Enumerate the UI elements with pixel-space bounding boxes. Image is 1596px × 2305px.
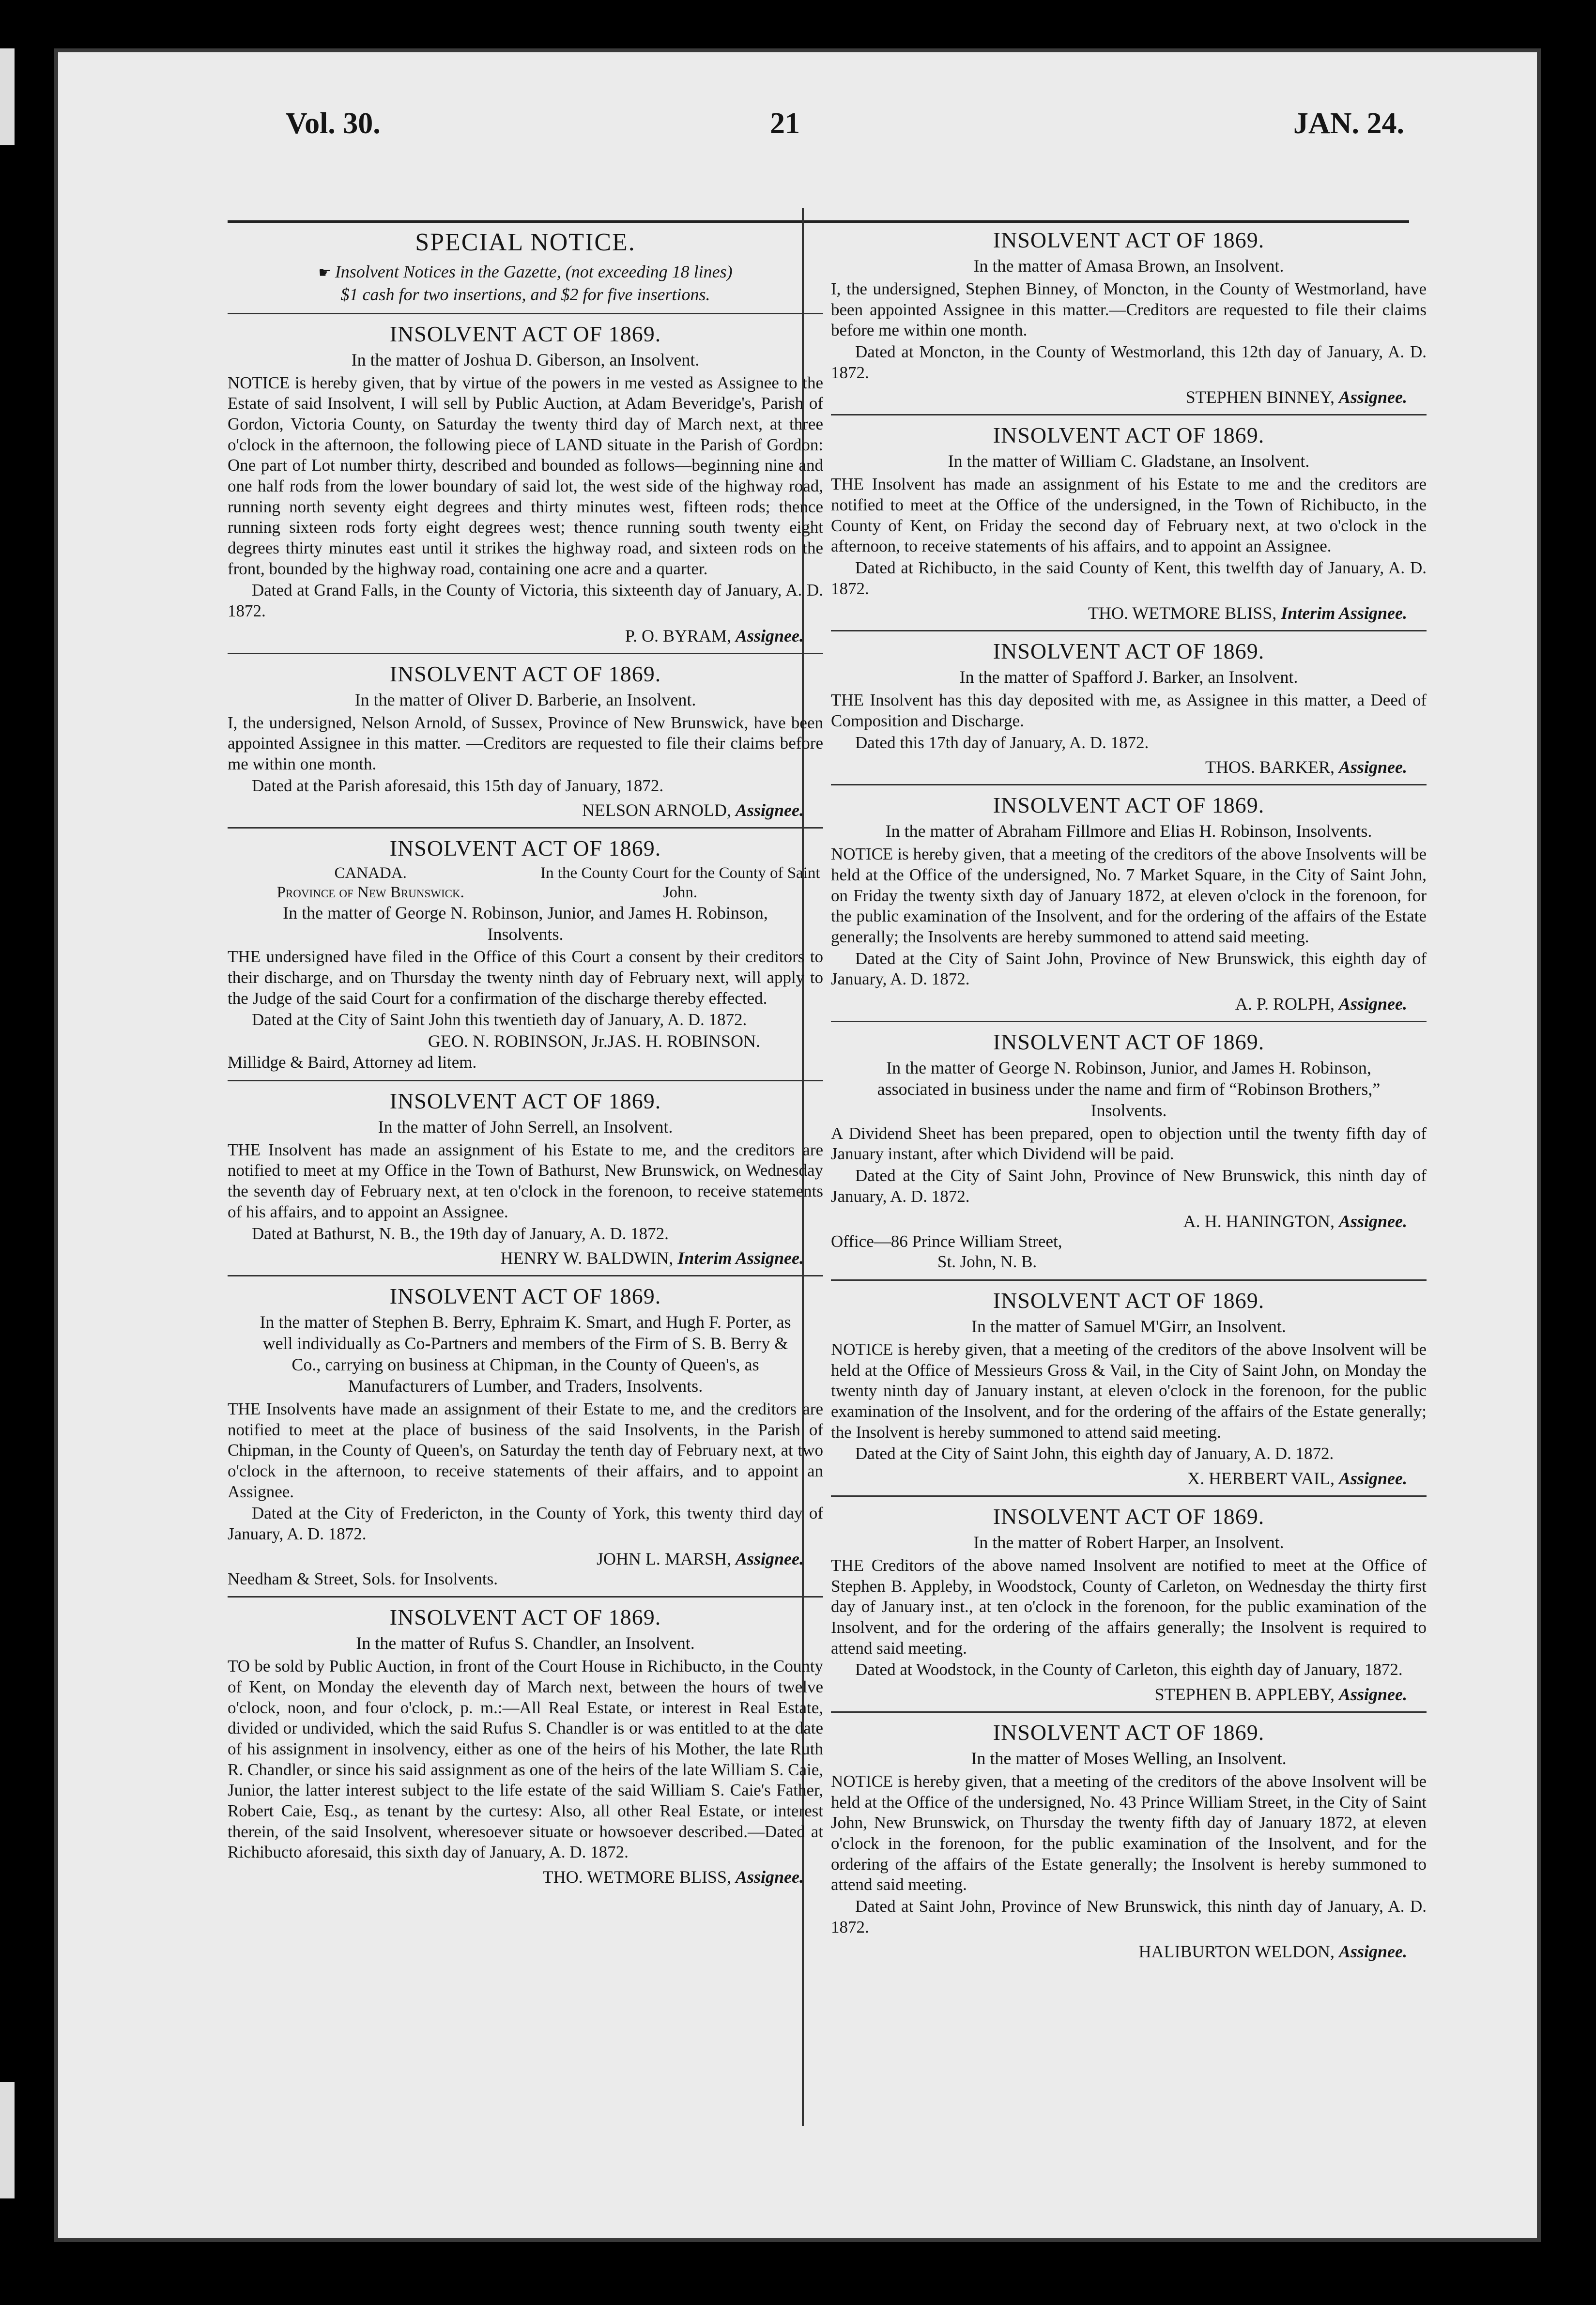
notice-mgirr	[831, 1281, 1427, 1497]
notice-body: THE undersigned have filed in the Office of this Court a consent by their creditors to their discharge, and on Thursday the twenty ninth day of February next, will apply to the Judge of the said Court for a confirmation of the discharge thereby effected.	[228, 947, 823, 1008]
notice-signature: JOHN L. MARSH, Assignee.	[596, 1549, 804, 1568]
binder-tab-top	[0, 48, 15, 145]
notice-title: INSOLVENT ACT OF 1869.	[993, 1504, 1265, 1529]
notice-dated: Dated at Moncton, in the County of Westmorland, this 12th day of January, A. D. 1872.	[831, 342, 1427, 382]
notice-harper	[831, 1497, 1427, 1713]
notice-chandler	[228, 1598, 823, 1894]
notice-signature: HENRY W. BALDWIN, Interim Assignee.	[500, 1248, 804, 1268]
notice-barberie	[228, 654, 823, 829]
notice-body: THE Insolvents have made an assignment of their Estate to me, and the creditors are notified to meet at the place of business of the said Insolvents, in the Parish of Chipman, in the County of Queen's, on Saturday the tenth day of February next, at two o'clock in the afternoon, to receive statements of their affairs, and to appoint an Assignee.	[228, 1399, 823, 1501]
notice-body: I, the undersigned, Nelson Arnold, of Sussex, Province of New Brunswick, have been appointed Assignee in this matter. —Creditors are requested to file their claims before me within one month.	[228, 713, 823, 774]
notice-matter: In the matter of John Serrell, an Insolvent.	[378, 1117, 673, 1137]
notice-title: INSOLVENT ACT OF 1869.	[389, 1088, 661, 1113]
notice-matter: In the matter of Stephen B. Berry, Ephraim K. Smart, and Hugh F. Porter, as well individually as Co-Partners and members of the Firm of S. B. Berry & Co., carrying on business at Chipman, in the County of Queen's, as Manufacturers of Lumber, and Traders, Insolvents.	[260, 1312, 791, 1396]
notice-signatures: GEO. N. ROBINSON, Jr.JAS. H. ROBINSON.	[428, 1031, 760, 1051]
notice-signature: P. O. BYRAM, Assignee.	[625, 626, 804, 645]
notice-dated: Dated at the City of Saint John, this eighth day of January, A. D. 1872.	[855, 1444, 1334, 1463]
notice-office-city: St. John, N. B.	[937, 1252, 1037, 1272]
notice-body: THE Creditors of the above named Insolvent are notified to meet at the Office of Stephen B. Appleby, in Woodstock, County of Carleton, on Wednesday the thirty first day of January inst., at ten o'clock in the forenoon, for the public examination of the Insolvent, and for the ordering of the affairs generally; the Insolvent is required to attend said meeting.	[831, 1555, 1427, 1658]
issue-date: JAN. 24.	[1293, 107, 1404, 140]
notice-matter: In the matter of Samuel M'Girr, an Insolvent.	[971, 1316, 1286, 1336]
special-notice-line1: ☛ Insolvent Notices in the Gazette, (not exceeding 18 lines)	[318, 262, 733, 281]
notice-body: THE Insolvent has made an assignment of his Estate to me, and the creditors are notified to meet at my Office in the Town of Bathurst, New Brunswick, on Wednesday the seventh day of February next, at ten o'clock in the forenoon, to receive statements of his affairs, and to appoint an Assignee.	[228, 1140, 823, 1221]
notice-signature: STEPHEN BINNEY, Assignee.	[1185, 387, 1407, 407]
notice-dated: Dated at Richibucto, in the said County of Kent, this twelfth day of January, A. D. 1872.	[831, 558, 1427, 598]
notice-berry-smart-porter	[228, 1276, 823, 1598]
notice-dated: Dated at the City of Saint John this twentieth day of January, A. D. 1872.	[252, 1010, 747, 1030]
notice-solicitors: Needham & Street, Sols. for Insolvents.	[228, 1569, 498, 1588]
notice-matter: In the matter of Amasa Brown, an Insolvent.	[973, 256, 1284, 276]
notice-welling	[831, 1713, 1427, 1968]
notice-matter: In the matter of George N. Robinson, Junior, and James H. Robinson, Insolvents.	[283, 903, 768, 944]
notice-matter: In the matter of Abraham Fillmore and Elias H. Robinson, Insolvents.	[885, 821, 1372, 841]
notice-title: INSOLVENT ACT OF 1869.	[993, 1720, 1265, 1745]
notice-body: THE Insolvent has made an assignment of his Estate to me and the creditors are notified to meet at the Office of the undersigned, in the Town of Richibucto, in the County of Kent, on Friday the second day of February next, at two o'clock in the afternoon, to receive statements of his affairs, and to appoint an Assignee.	[831, 475, 1427, 556]
special-notice-title: SPECIAL NOTICE.	[415, 229, 636, 256]
notice-fillmore-robinson	[831, 785, 1427, 1022]
notice-signature: NELSON ARNOLD, Assignee.	[582, 800, 804, 820]
page-number: 21	[770, 107, 800, 140]
notice-dated: Dated at the City of Fredericton, in the County of York, this twenty third day of January, A. D. 1872.	[228, 1504, 823, 1543]
notice-robinson-discharge	[228, 829, 823, 1081]
notice-title: INSOLVENT ACT OF 1869.	[993, 1030, 1265, 1055]
notice-signature: HALIBURTON WELDON, Assignee.	[1138, 1942, 1407, 1962]
notice-body: NOTICE is hereby given, that by virtue of the powers in me vested as Assignee to the Estate of said Insolvent, I will sell by Public Auction, at Adam Beveridge's, Parish of Gordon, Victoria County, on Saturday the twenty third day of March next, at three o'clock in the afternoon, the following piece of LAND situate in the Parish of Gordon: One part of Lot number thirty, described and bounded as follows—beginning nine and one half rods from the lower boundary of said lot, the west side of the highway road, running north seventy eight degrees and thirty minutes west, fifteen rods; thence running sixteen rods forty eight degrees west; thence running south twenty eight degrees thirty minutes east until it strikes the highway road, and sixteen rods on the front, bounded by the highway road, containing one acre and a quarter.	[228, 373, 823, 578]
left-column	[228, 220, 823, 1894]
volume-label: Vol. 30.	[286, 107, 381, 140]
notice-barker	[831, 631, 1427, 785]
notice-signature: THO. WETMORE BLISS, Interim Assignee.	[1088, 603, 1407, 623]
notice-gladstane	[831, 415, 1427, 631]
caption-court: In the County Court for the County of Saint John.	[540, 864, 820, 901]
special-notice	[228, 220, 823, 314]
notice-dated: Dated this 17th day of January, A. D. 1872.	[855, 733, 1149, 752]
notice-title: INSOLVENT ACT OF 1869.	[389, 836, 661, 861]
notice-signature: A. P. ROLPH, Assignee.	[1235, 994, 1407, 1014]
notice-title: INSOLVENT ACT OF 1869.	[993, 793, 1265, 818]
notice-body: NOTICE is hereby given, that a meeting of the creditors of the above Insolvent will be held at the Office of the undersigned, No. 43 Prince William Street, in the City of Saint John, New Brunswick, on Thursday the twenty fifth day of January 1872, at eleven o'clock in the forenoon, for the public examination of the Insolvent, and for the ordering of the affairs of the Estate generally; the Insolvent is hereby summoned to attend said meeting.	[831, 1771, 1427, 1894]
pointing-hand-icon: ☛	[318, 265, 335, 281]
notice-title: INSOLVENT ACT OF 1869.	[993, 228, 1265, 252]
caption-province: Province of New Brunswick.	[276, 884, 464, 901]
notice-body: NOTICE is hereby given, that a meeting of the creditors of the above Insolvents will be held at the Office of the undersigned, No. 7 Market Square, in the City of Saint John, on Friday the twenty sixth day of January 1872, at eleven o'clock in the forenoon, for the public examination of the Insolvent, and for the ordering of the affairs of the Estate generally; the Insolvents are hereby summoned to attend said meeting.	[831, 845, 1427, 946]
court-caption	[228, 864, 823, 902]
notice-dated: Dated at the Parish aforesaid, this 15th day of January, 1872.	[252, 776, 664, 795]
notice-dated: Dated at the City of Saint John, Province of New Brunswick, this ninth day of January, A. D. 1872.	[831, 1166, 1427, 1206]
notice-title: INSOLVENT ACT OF 1869.	[389, 321, 661, 346]
notice-matter: In the matter of Spafford J. Barker, an Insolvent.	[959, 667, 1298, 687]
notice-dated: Dated at Woodstock, in the County of Carleton, this eighth day of January, 1872.	[855, 1660, 1403, 1679]
notice-matter: In the matter of Robert Harper, an Insolvent.	[973, 1532, 1284, 1552]
notice-body: I, the undersigned, Stephen Binney, of Moncton, in the County of Westmorland, have been appointed Assignee in this matter.—Creditors are requested to file their claims before me within one month.	[831, 279, 1427, 340]
notice-title: INSOLVENT ACT OF 1869.	[389, 661, 661, 686]
notice-signature: A. H. HANINGTON, Assignee.	[1183, 1211, 1407, 1231]
notice-robinson-brothers	[831, 1022, 1427, 1281]
notice-office-address: Office—86 Prince William Street,	[831, 1231, 1062, 1251]
caption-country: CANADA.	[334, 864, 407, 882]
notice-matter: In the matter of Joshua D. Giberson, an Insolvent.	[351, 350, 700, 369]
notice-signature: THO. WETMORE BLISS, Assignee.	[542, 1867, 804, 1887]
page-header	[232, 107, 1404, 160]
notice-matter: In the matter of Moses Welling, an Insolvent.	[971, 1748, 1287, 1768]
notice-matter: In the matter of George N. Robinson, Junior, and James H. Robinson, associated in business under the name and firm of “Robinson Brothers,” Insolvents.	[877, 1058, 1381, 1120]
notice-dated: Dated at Saint John, Province of New Brunswick, this ninth day of January, A. D. 1872.	[831, 1897, 1427, 1936]
notice-body: THE Insolvent has this day deposited with me, as Assignee in this matter, a Deed of Composition and Discharge.	[831, 691, 1427, 730]
notice-body: NOTICE is hereby given, that a meeting of the creditors of the above Insolvent will be held at the Office of Messieurs Gross & Vail, in the City of Saint John, on Monday the twenty ninth day of January instant, at eleven o'clock in the forenoon, for the public examination of the Insolvent, and for the ordering of the affairs of the Estate generally; the Insolvent is hereby summoned to attend said meeting.	[831, 1339, 1427, 1442]
notice-body: A Dividend Sheet has been prepared, open to objection until the twenty fifth day of January instant, after which Dividend will be paid.	[831, 1123, 1427, 1164]
notice-serrell	[228, 1081, 823, 1276]
notice-signature: X. HERBERT VAIL, Assignee.	[1187, 1468, 1407, 1488]
notice-dated: Dated at Grand Falls, in the County of Victoria, this sixteenth day of January, A. D. 1872.	[228, 581, 823, 621]
notice-giberson	[228, 314, 823, 654]
notice-title: INSOLVENT ACT OF 1869.	[993, 639, 1265, 664]
notice-body: TO be sold by Public Auction, in front of the Court House in Richibucto, in the County of Kent, on Monday the eleventh day of March next, between the hours of twelve o'clock, noon, and four o'clock, p. m.:—All Real Estate, or interest in Real Estate, divided or undivided, which the said Rufus S. Chandler is or was entitled to at the date of his assignment in insolvency, either as one of the heirs of his Mother, the late Ruth R. Chandler, or since his said assignment as one of the heirs of the late William S. Caie, Junior, the latter interest subject to the life estate of the said William S. Caie's Father, Robert Caie, Esq., as tenant by the curtesy: Also, all other Real Estate, or interest therein, of the said Insolvent, wheresoever situate or howsoever described.—Dated at Richibucto aforesaid, this sixth day of January, A. D. 1872.	[228, 1657, 823, 1862]
notice-matter: In the matter of Rufus S. Chandler, an Insolvent.	[356, 1633, 695, 1653]
notice-dated: Dated at the City of Saint John, Province of New Brunswick, this eighth day of January, A. D. 1872.	[831, 949, 1427, 989]
notice-dated: Dated at Bathurst, N. B., the 19th day of January, A. D. 1872.	[252, 1224, 669, 1243]
notice-signature: THOS. BARKER, Assignee.	[1205, 757, 1407, 777]
notice-matter: In the matter of Oliver D. Barberie, an Insolvent.	[354, 690, 696, 709]
notice-title: INSOLVENT ACT OF 1869.	[389, 1605, 661, 1630]
right-column	[831, 220, 1427, 1968]
notice-title: INSOLVENT ACT OF 1869.	[993, 423, 1265, 448]
notice-title: INSOLVENT ACT OF 1869.	[993, 1288, 1265, 1313]
notice-signature: STEPHEN B. APPLEBY, Assignee.	[1154, 1684, 1407, 1704]
binder-tab-bottom	[0, 2082, 15, 2198]
notice-matter: In the matter of William C. Gladstane, an Insolvent.	[948, 451, 1310, 471]
special-notice-line2: $1 cash for two insertions, and $2 for five insertions.	[340, 284, 710, 304]
notice-brown	[831, 220, 1427, 415]
notice-attorney: Millidge & Baird, Attorney ad litem.	[228, 1053, 477, 1072]
notice-title: INSOLVENT ACT OF 1869.	[389, 1284, 661, 1309]
